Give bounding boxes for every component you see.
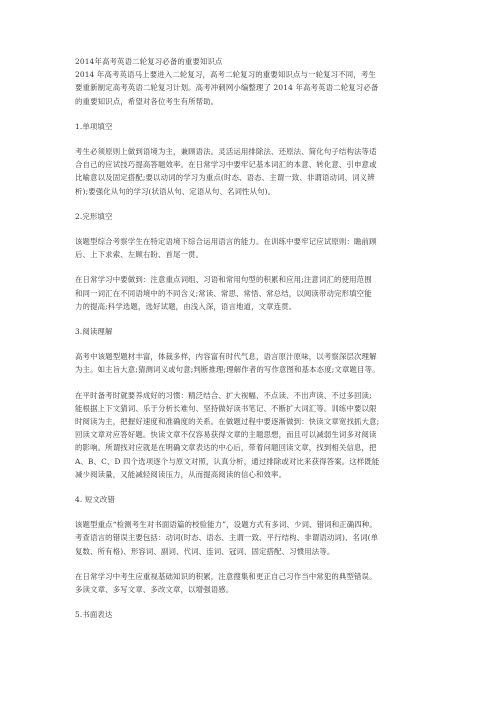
text-line: 时阅读为主，把握好速度和准确度的关系。在做题过程中要逐渐做到：快读文章宽找抓大意; (75, 417, 380, 427)
intro-paragraph (75, 68, 423, 108)
text-line: 2014 年高考英语马上要进入二轮复习，高考二轮复习的重要知识点与一轮复习不同，考生 (75, 70, 376, 80)
text-line: 高考中该题型题材丰富，体裁多样，内容富有时代气息，语言原汁原味，以考察深层次理解 (75, 352, 377, 362)
text-line: 的影响。所谓找对应就是在明确文章表达的中心后，带着问题回读文章，找到相关信息，把 (75, 443, 377, 453)
section-heading: 5.书面表达 (75, 610, 113, 620)
text-line: 和同一词汇在不同语境中的不同含义;常读、常思、常悟、常总结，以阅读带动完形填空能 (75, 288, 372, 298)
section-paragraph (75, 145, 423, 198)
text-line: 减少阅读量，又能减轻阅读压力，从而提高阅读的信心和效率。 (75, 469, 287, 479)
section-heading: 1.单项填空 (75, 121, 113, 131)
text-line: 该题型综合考察学生在特定语境下综合运用语言的能力。在训练中要牢记应试原则：瞻前顾 (75, 237, 377, 247)
document-body (75, 55, 423, 622)
section-heading: 4. 短文改错 (75, 495, 116, 505)
text-line: 复数、所有格)、形容词、副词、代词、连词、冠词、固定搭配、习惯用法等。 (75, 546, 335, 556)
text-line: 在平时备考时就要养成好的习惯：精泛结合、扩大视幅、不点读、不出声读、不过多回读; (75, 390, 372, 400)
text-line: A、B、C、D 四个选项逐个与原文对照，认真分析，通过排除或对比来获得答案。这样既能 (75, 456, 380, 466)
section-paragraph (75, 350, 423, 376)
text-line: 考查语言的错误主要包括：动词(时态、语态、主谓一致、平行结构、非谓语动词)、名词(单 (75, 533, 379, 543)
section-heading: 2.完形填空 (75, 211, 113, 221)
text-line: 在日常学习中考生应重视基础知识的积累，注意搜集和更正自己习作当中常犯的典型错误。 (75, 571, 377, 581)
text-line: 多读文章、多写文章、多改文章，以增强语感。 (75, 585, 234, 595)
text-line: 力的提高;科学选题，选好试题，由浅入深，语言地道，文章连贯。 (75, 301, 297, 311)
text-line: 该题型重点“检测考生对书面语篇的校验能力”，设题方式有多词、少词、错词和正确四种。 (75, 520, 377, 530)
section-paragraph (75, 235, 423, 261)
text-line: 为主。如主旨大意;猜测词义或句意;判断推理;理解作者的写作意图和基本态度;文章题目等。 (75, 365, 380, 375)
text-line: 考生必须原则上做到语境为主，兼顾语法。灵活运用排除法、还原法、简化句子结构法等适 (75, 147, 377, 157)
text-line: 后、上下求索、左顾右盼、首尾一贯。 (75, 250, 204, 260)
document-title: 2014年高考英语二轮复习必备的重要知识点 (75, 57, 223, 66)
text-line: 在日常学习中要做到：注意重点词组、习语和常用句型的积累和应用;注意词汇的使用范围 (75, 275, 372, 285)
text-line: 比喻意以及固定搭配;要以动词的学习为重点(时态、语态、主谓一致、非谓语动词、词义辨 (75, 173, 375, 183)
section-paragraph (75, 273, 423, 313)
text-line: 要重新制定高考英语二轮复习计划。高考冲刺网小编整理了 2014 年高考英语二轮复习必备 (75, 83, 379, 93)
text-line: 能根据上下文猜词、乐于分析长难句、坚持做好读书笔记、不断扩大词汇等。训练中要以限 (75, 403, 377, 413)
section-heading: 3.阅读理解 (75, 327, 113, 337)
section-paragraph (75, 389, 423, 481)
section-paragraph (75, 518, 423, 558)
text-line: 回读文章对应答好题。快读文章不仅容易获得文章的主题思想，而且可以减弱生词多对阅读 (75, 430, 377, 440)
text-line: 的重要知识点，希望对各位考生有所帮助。 (75, 96, 219, 106)
section-paragraph (75, 570, 423, 596)
text-line: 合自己的应试技巧提高答题效率。在日常学习中要牢记基本词汇的本意、转化意、引申意或 (75, 160, 377, 170)
text-line: 析);要强化从句的学习(状语从句、定语从句、名词性从句)。 (75, 186, 276, 196)
